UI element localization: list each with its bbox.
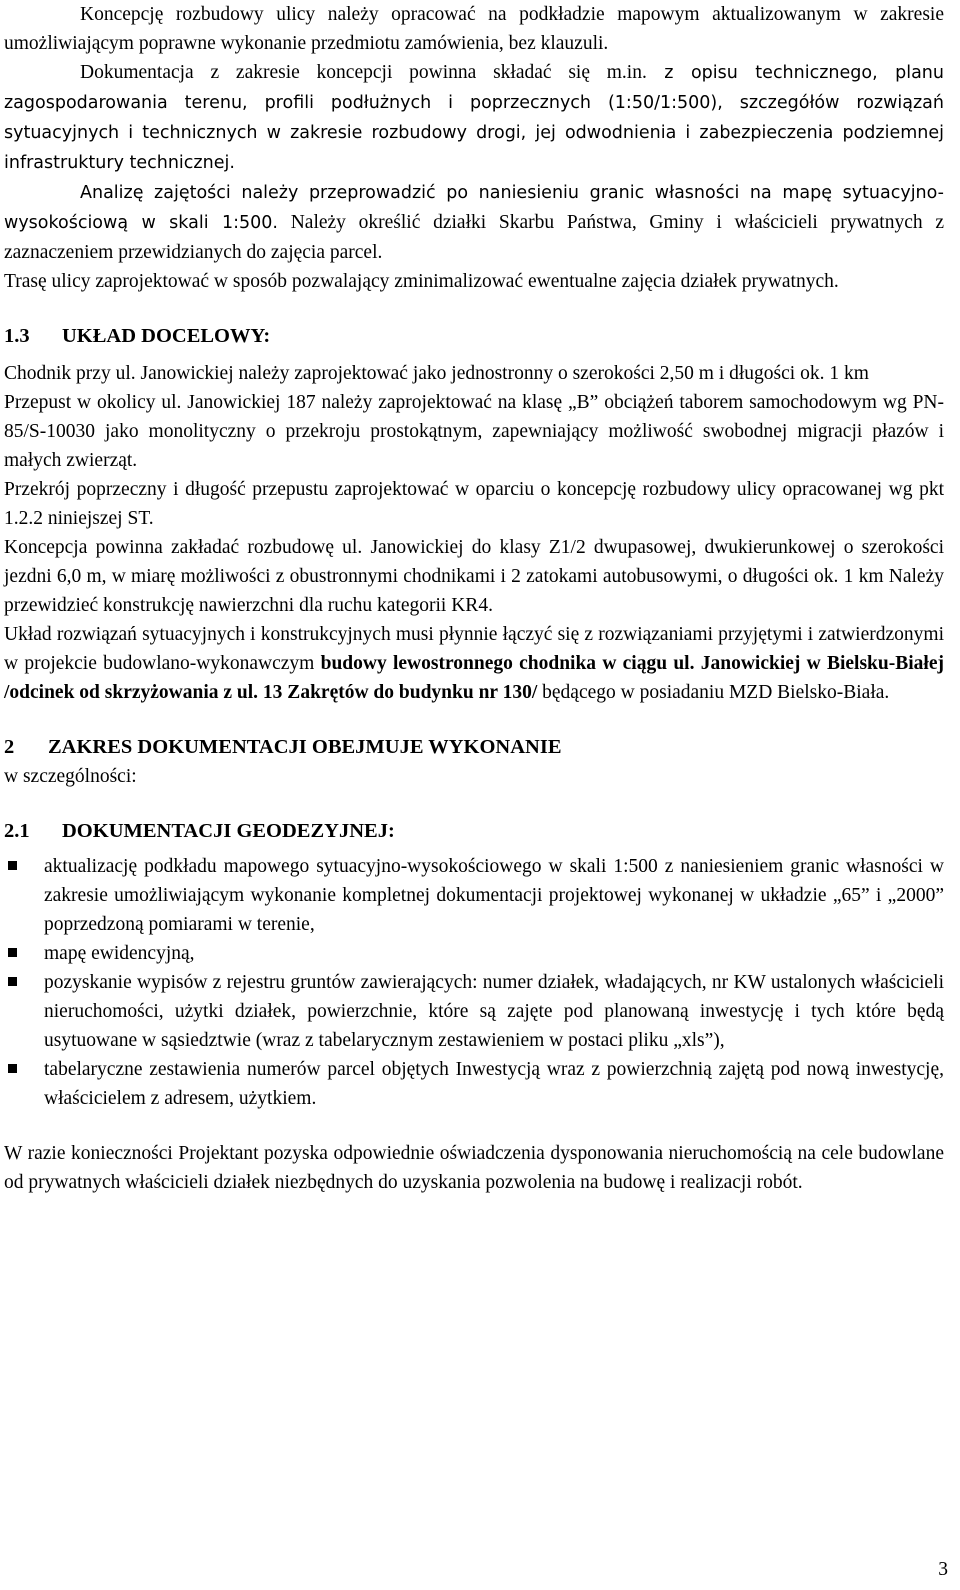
paragraph-sidewalk: Chodnik przy ul. Janowickiej należy zaprojektować jako jednostronny o szerokości 2,50 m i długości ok. 1 km xyxy=(4,363,869,384)
list-item xyxy=(4,852,944,939)
page-content xyxy=(4,0,944,1197)
list-item xyxy=(4,968,944,1055)
page-number: 3 xyxy=(938,1559,948,1580)
paragraph-occupancy-analysis xyxy=(4,178,944,267)
paragraph-occupancy-analysis-lead: Analizę zajętości należy przeprowadzić po naniesieniu granic własności na mapę sytuacyjno-wysokościową w skali 1:500. xyxy=(4,183,944,233)
list-item-text: aktualizację podkładu mapowego sytuacyjno-wysokościowego w skali 1:500 z naniesieniem granic własności w zakresie umożliwiającym wykonanie kompletnej dokumentacji projektowej wykonanej w układzie „65” i „2000” poprzedzoną pomiarami w terenie, xyxy=(44,856,944,935)
spacer xyxy=(4,1113,944,1139)
section-title: ZAKRES DOKUMENTACJI OBEJMUJE WYKONANIE xyxy=(48,736,562,758)
section-subtitle: w szczególności: xyxy=(4,766,137,787)
paragraph-layout-solutions-end: będącego w posiadaniu MZD Bielsko-Biała. xyxy=(537,682,890,703)
list-item xyxy=(4,1055,944,1113)
square-bullet-icon xyxy=(8,1064,17,1073)
paragraph-layout-solutions-bold: budowy lewostronnego chodnika w ciągu ul. Janowickiej w Bielsku-Białej /odcinek od skrzyżowania z ul. 13 Zakrętów do budynku nr 130/ xyxy=(4,653,944,703)
paragraph-layout-solutions xyxy=(4,620,944,707)
paragraph-documentation-scope-body: z opisu technicznego, planu zagospodarowania terenu, profili podłużnych i poprzecznych (1:50/1:500), szczegółów rozwiązań sytuacyjnych i technicznych w zakresie rozbudowy drogi, jej odwodnienia i zabezpieczenia podziemnej infrastruktury technicznej. xyxy=(4,63,944,173)
spacer xyxy=(4,296,944,322)
paragraph-occupancy-analysis-body: Należy określić działki Skarbu Państwa, Gminy i właścicieli prywatnych z zaznaczeniem przewidzianych do zajęcia parcel. xyxy=(4,212,944,263)
section-number: 2.1 xyxy=(4,820,30,842)
section-heading-2 xyxy=(4,733,944,762)
section-title: DOKUMENTACJI GEODEZYJNEJ: xyxy=(62,820,395,842)
paragraph-documentation-scope-lead: Dokumentacja z zakresie koncepcji powinna składać się m.in. xyxy=(80,62,647,83)
paragraph-road-concept: Koncepcja powinna zakładać rozbudowę ul. Janowickiej do klasy Z1/2 dwupasowej, dwukierunkowej o szerokości jezdni 6,0 m, w miarę możliwości z obustronnymi chodnikami i 2 zatokami autobusowymi, o długości ok. 1 km Należy przewidzieć konstrukcję nawierzchni dla ruchu kategorii KR4. xyxy=(4,537,944,616)
list-item-text: pozyskanie wypisów z rejestru gruntów zawierających: numer działek, władających, nr KW ustalonych właścicieli nieruchomości, użytki działek, powierzchnie, które są zajęte pod planowaną inwestycję i tych które będą usytuowane w sąsiedztwie (wraz z tabelarycznym zestawieniem w postaci pliku „xls”), xyxy=(44,972,944,1051)
bullet-list-geodetic xyxy=(4,852,944,1113)
paragraph-culvert: Przepust w okolicy ul. Janowickiej 187 należy zaprojektować na klasę „B” obciążeń taborem samochodowym wg PN-85/S-10030 jako monolityczny o przekroju prostokątnym, zapewniający możliwość swobodnej migracji płazów i małych zwierząt. xyxy=(4,392,944,471)
spacer xyxy=(4,791,944,817)
paragraph-route-design: Trasę ulicy zaprojektować w sposób pozwalający zminimalizować ewentualne zajęcia działek prywatnych. xyxy=(4,271,839,292)
spacer xyxy=(4,707,944,733)
paragraph-layout-solutions-start: Układ rozwiązań sytuacyjnych i konstrukcyjnych musi płynnie łączyć się z rozwiązaniami przyjętymi i zatwierdzonymi w projekcie budowlano-wykonawczym xyxy=(4,624,944,674)
square-bullet-icon xyxy=(8,977,17,986)
list-item xyxy=(4,939,944,968)
section-number: 2 xyxy=(4,736,15,758)
paragraph-base-map: Koncepcję rozbudowy ulicy należy opracować na podkładzie mapowym aktualizowanym w zakresie umożliwiającym poprawne wykonanie przedmiotu zamówienia, bez klauzuli. xyxy=(4,4,944,54)
paragraph-culvert-cross-section: Przekrój poprzeczny i długość przepustu zaprojektować w oparciu o koncepcję rozbudowy ulicy opracowanej wg pkt 1.2.2 niniejszej ST. xyxy=(4,479,944,529)
square-bullet-icon xyxy=(8,861,17,870)
spacer xyxy=(4,351,944,359)
list-item-text: mapę ewidencyjną, xyxy=(44,943,195,964)
square-bullet-icon xyxy=(8,948,17,957)
paragraph-documentation-scope xyxy=(4,58,944,178)
paragraph-closing: W razie konieczności Projektant pozyska odpowiednie oświadczenia dysponowania nieruchomością na cele budowlane od prywatnych właścicieli działek niezbędnych do uzyskania pozwolenia na budowę i realizacji robót. xyxy=(4,1143,944,1193)
section-heading-1-3 xyxy=(4,322,944,351)
list-item-text: tabelaryczne zestawienia numerów parcel objętych Inwestycją wraz z powierzchnią zajętą pod nową inwestycję, właścicielem z adresem, użytkiem. xyxy=(44,1059,944,1109)
section-heading-2-1 xyxy=(4,817,944,846)
section-title: UKŁAD DOCELOWY: xyxy=(62,325,271,347)
section-number: 1.3 xyxy=(4,325,30,347)
